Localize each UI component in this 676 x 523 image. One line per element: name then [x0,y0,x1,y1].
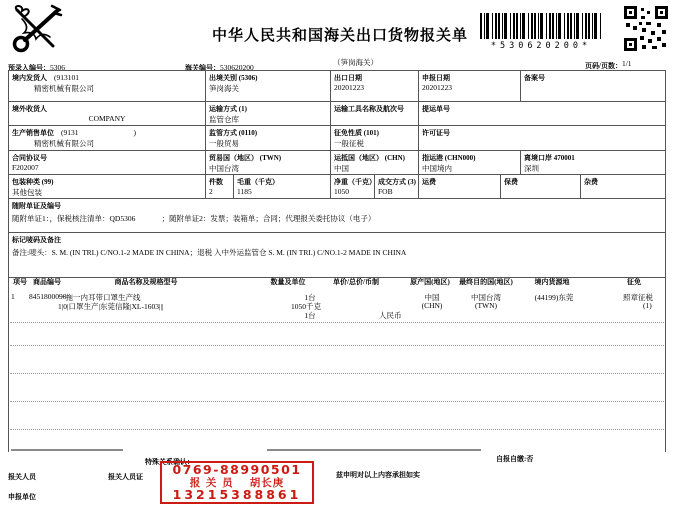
field-marks-remarks [9,233,665,277]
declarant-cert-label: 报关人员证 [108,473,143,481]
barcode-text: *530620200* [490,41,592,51]
exit-customs-label: 出境关别 (5306) [209,74,258,82]
col-header-commodity-code: 商品编号 [33,278,61,286]
stamp-phone: 0769-88990501 [172,462,302,477]
declarant-label: 报关人员 [8,473,36,481]
col-header-exemption: 征免 [627,278,641,286]
contract-no-value: F202007 [12,163,39,172]
transport-mode-label: 运输方式 (1) [209,105,247,113]
row1-qty3: 1台 [304,311,316,320]
row-separator [10,401,664,402]
field-exemption-nature [331,126,419,150]
field-export-date [331,71,419,101]
field-transport-name [331,102,419,125]
row1-dest-country: 中国台湾 [471,293,501,302]
package-type-label: 包装种类 (99) [12,178,54,186]
exit-customs-value: 笋岗海关 [209,84,239,93]
supervision-mode-label: 监管方式 (0110) [209,129,258,137]
pre-entry-label: 预录入编号： [8,64,50,72]
export-date-label: 出口日期 [334,74,362,82]
self-declare-status: 自报自缴:否 [496,455,534,463]
row1-commodity-code: 8451800090 [29,292,67,301]
trade-country-label: 贸易国（地区） (TWN) [209,154,282,162]
net-weight-label: 净重（千克） [334,178,376,186]
row-separator [10,429,664,430]
declarant-red-stamp [160,461,314,504]
col-header-item-no: 项号 [13,278,27,286]
contract-no-label: 合同协议号 [12,154,47,162]
row-separator [10,345,664,346]
declare-date-value: 20201223 [422,83,452,92]
exemption-nature-value: 一般征税 [334,139,364,148]
customs-emblem-icon [8,3,66,58]
col-header-qty-unit: 数量及单位 [270,278,306,286]
field-pieces [206,175,234,198]
field-record-no [521,71,665,101]
row1-name-line1: 一拖一内耳带口罩生产线 [58,293,141,302]
bottom-border-segment [11,449,123,451]
field-transaction-mode [375,175,419,198]
license-no-label: 许可证号 [422,129,450,137]
freight-label: 运费 [422,178,436,186]
field-destination-port [419,151,521,174]
row-separator [10,322,664,323]
customs-no-value: 530620200 [220,63,254,72]
trade-country-value: 中国台湾 [209,164,239,173]
gross-weight-value: 1185 [237,187,252,196]
marks-remarks-value: 备注:唛头：S. M. (IN TRI.) C/NO.1-2 MADE IN CHINA；退税 入中外运监管仓 S. M. (IN TRI.) C/NO.1-2 MADE IN CHINA [12,248,407,257]
attached-documents-label: 随附单证及编号 [12,202,61,210]
declaration-form-grid [8,70,666,278]
page-number-label: 页码/页数： [585,62,622,70]
net-weight-value: 1050 [334,187,349,196]
field-exit-customs [206,71,331,101]
truth-statement: 兹申明对以上内容承担如实 [336,471,420,479]
col-header-name-spec: 商品名称及规格型号 [114,278,178,286]
row1-origin-code: (CHN) [421,301,443,310]
transaction-mode-label: 成交方式 (3) [378,178,416,186]
production-unit-label: 生产销售单位 [12,129,54,137]
field-supervision-mode [206,126,331,150]
field-arrival-country [331,151,419,174]
col-header-origin-country: 原产国(地区) [410,278,450,286]
row1-name-line2: 1|0|口罩生产|东莞信隆|XL-1603||| [58,302,164,311]
field-freight [419,175,501,198]
stamp-mobile: 13215388861 [172,487,302,502]
domestic-consignor-label: 境内发货人 [12,74,47,82]
supervision-mode-value: 一般贸易 [209,139,239,148]
record-no-label: 备案号 [524,74,545,82]
row1-exemption: 照章征税 [623,293,653,302]
col-header-domestic-source: 境内货源地 [534,278,570,286]
field-production-unit [9,126,206,150]
domestic-consignor-code: (913101 [54,73,79,82]
transport-mode-value: 监管仓库 [209,115,239,124]
declare-unit-label: 申报单位 [8,493,36,501]
misc-fees-label: 杂费 [584,178,598,186]
bottom-border-segment [267,449,481,451]
row1-currency: 人民币 [379,311,402,320]
production-unit-code: (9131 [61,128,79,137]
row1-domestic-source: (44199)东莞 [534,293,574,302]
production-unit-code-close: ) [133,128,136,137]
bill-no-label: 提运单号 [422,105,450,113]
overseas-consignee-value: COMPANY [88,114,126,123]
transaction-mode-value: FOB [378,187,393,196]
field-insurance [501,175,581,198]
field-license-no [419,126,665,150]
exit-port-label: 离境口岸 470001 [524,154,575,162]
overseas-consignee-label: 境外收货人 [12,105,47,113]
row1-exemption-code: (1) [643,301,652,310]
col-header-dest-country: 最终目的国(地区) [459,278,513,286]
row1-item-no: 1 [11,292,15,301]
field-package-type [9,175,206,198]
package-type-value: 其他包装 [12,188,42,197]
attached-documents-value: 随附单证1：，保税核注清单：QD5306 ；随附单证2：发票；装箱单；合同；代理报关委托协议（电子） [12,214,376,223]
row-separator [10,373,664,374]
pieces-label: 件数 [209,178,223,186]
field-overseas-consignee [9,102,206,125]
gross-weight-label: 毛重（千克） [237,178,279,186]
field-exit-port [521,151,665,174]
exit-port-value: 深圳 [524,164,539,173]
exemption-nature-label: 征免性质 (101) [334,129,379,137]
row1-dest-code: (TWN) [474,301,498,310]
insurance-label: 保费 [504,178,518,186]
field-transport-mode [206,102,331,125]
row1-origin-country: 中国 [424,293,440,302]
marks-remarks-label: 标记唛码及备注 [12,236,61,244]
page-title: 中华人民共和国海关出口货物报关单 [211,28,469,44]
pieces-value: 2 [209,187,213,196]
field-net-weight [331,175,375,198]
destination-port-value: 中国境内 [422,164,452,173]
pre-entry-value: 5306 [50,63,65,72]
special-relation-label: 特殊关系确认： [145,458,194,466]
page-number-value: 1/1 [621,59,632,68]
col-header-price-currency: 单价/总价/币制 [333,278,379,286]
field-attached-documents [9,199,665,232]
transport-name-label: 运输工具名称及航次号 [334,105,404,113]
field-bill-no [419,102,665,125]
field-contract-no [9,151,206,174]
arrival-country-value: 中国 [334,164,349,173]
field-domestic-consignor [9,71,206,101]
stamp-declarant-name: 报 关 员 胡长庚 [189,476,285,489]
barcode [480,13,602,39]
field-misc-fees [581,175,665,198]
qr-code [624,6,668,56]
customs-office-note: （笋岗海关） [333,58,378,67]
customs-no-label: 海关编号： [185,64,220,72]
declare-date-label: 申报日期 [422,74,450,82]
domestic-consignor-value: 精密机械有限公司 [34,84,94,93]
production-unit-value: 精密机械有限公司 [34,139,94,148]
export-date-value: 20201223 [334,83,364,92]
goods-table [8,273,666,452]
row1-qty2: 1050千克 [291,302,321,311]
field-trade-country [206,151,331,174]
arrival-country-label: 运抵国（地区） (CHN) [334,154,405,162]
field-declare-date [419,71,521,101]
destination-port-label: 指运港 (CHN000) [422,154,476,162]
row1-qty1: 1台 [304,293,316,302]
field-gross-weight [234,175,331,198]
